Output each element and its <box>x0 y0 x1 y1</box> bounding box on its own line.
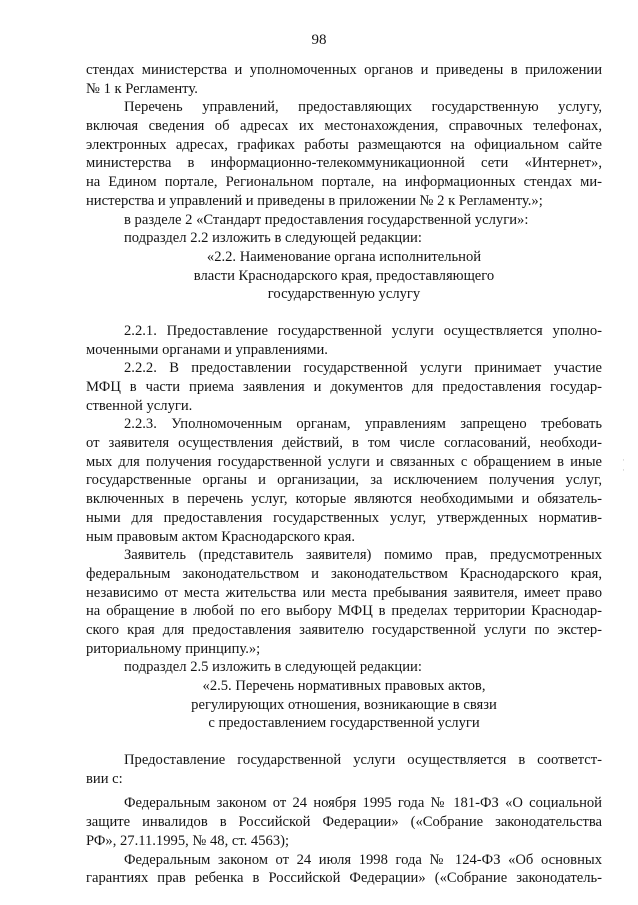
text-line: электронных адресах, графиках работы размещаются на официальном сайте <box>86 136 602 153</box>
text-line: независимо от места жительства или места пребывания заявителя, имеет право <box>86 584 602 601</box>
text-line: Предоставление государственной услуги осуществляется в соответст- <box>124 752 602 769</box>
text-line: риториальному принципу.»; <box>86 640 261 657</box>
paragraph-gap <box>86 304 602 322</box>
text-line: Перечень управлений, предоставляющих государственную услугу, <box>124 99 602 116</box>
text-line: от заявителя осуществления действий, в том числе согласований, необходи- <box>86 435 602 452</box>
text-line: защите инвалидов в Российской Федерации» («Собрание законодательства <box>86 814 602 831</box>
text-line: ственной услуги. <box>86 397 193 414</box>
text-line: стендах министерства и уполномоченных органов и приведены в приложении <box>86 62 602 78</box>
text-line: министерства в информационно-телекоммуникационной сети «Интернет», <box>86 155 602 172</box>
text-line: на обращение в любой по его выбору МФЦ в пределах территории Краснодар- <box>86 603 602 620</box>
section-heading-line: с предоставлением государственной услуги <box>208 715 480 732</box>
page-number: 98 <box>311 32 327 48</box>
section-heading-line: «2.5. Перечень нормативных правовых актов, <box>202 678 486 694</box>
text-line: Заявитель (представитель заявителя) помимо прав, предусмотренных <box>124 547 602 564</box>
document-body <box>86 61 602 888</box>
text-line: 2.2.1. Предоставление государственной услуги осуществляется уполно- <box>124 322 602 339</box>
text-line: подраздел 2.2 изложить в следующей редакции: <box>124 230 422 247</box>
text-line: Федеральным законом от 24 июля 1998 года № 124-ФЗ «Об основных <box>124 851 602 868</box>
text-line: включенных в перечень услуг, которые являются необходимыми и обязатель- <box>86 491 602 508</box>
text-line: на Едином портале, Региональном портале, на информационных стендах ми- <box>86 174 602 191</box>
section-heading-line: регулирующих отношения, возникающие в связи <box>191 696 497 713</box>
section-heading-line: «2.2. Наименование органа исполнительной <box>206 248 482 265</box>
text-line: МФЦ в части приема заявления и документов для предоставления государ- <box>86 379 602 395</box>
text-line: 2.2.3. Уполномоченным органам, управлениям запрещено требовать <box>124 416 602 433</box>
text-line: мых для получения государственной услуги и связанных с обращением в иные <box>86 453 602 470</box>
text-line: Федеральным законом от 24 ноября 1995 года № 181-ФЗ «О социальной <box>124 795 602 812</box>
scan-margin-mark: · · <box>622 455 625 475</box>
text-line: нистерства и управлений и приведены в приложении № 2 к Регламенту.»; <box>86 192 543 209</box>
text-line: в разделе 2 «Стандарт предоставления государственной услуги»: <box>124 211 529 228</box>
text-line: федеральным законодательством и законодательством Краснодарского края, <box>86 565 602 582</box>
text-line: ным правовым актом Краснодарского края. <box>86 528 356 545</box>
text-line: ского края для предоставления заявителю государственной услуги по экстер- <box>86 621 602 638</box>
section-heading-line: государственную услугу <box>267 286 421 303</box>
text-line: моченными органами и управлениями. <box>86 341 328 358</box>
text-line: подраздел 2.5 изложить в следующей редакции: <box>124 659 422 676</box>
text-line: РФ», 27.11.1995, № 48, ст. 4563); <box>86 832 290 849</box>
text-line: № 1 к Регламенту. <box>86 80 198 97</box>
section-heading-line: власти Краснодарского края, предоставляющего <box>193 267 495 284</box>
text-line: государственные органы и организации, за исключением получения услуг, <box>86 472 602 489</box>
paragraph-gap <box>86 733 602 751</box>
text-line: гарантиях прав ребенка в Российской Федерации» («Собрание законодатель- <box>86 870 602 887</box>
text-line: 2.2.2. В предоставлении государственной услуги принимает участие <box>124 360 602 377</box>
text-line: ными для предоставления государственных услуг, утвержденных норматив- <box>86 509 602 526</box>
text-line: вии с: <box>86 770 123 787</box>
text-line: включая сведения об адресах их местонахождения, справочных телефонах, <box>86 118 602 135</box>
